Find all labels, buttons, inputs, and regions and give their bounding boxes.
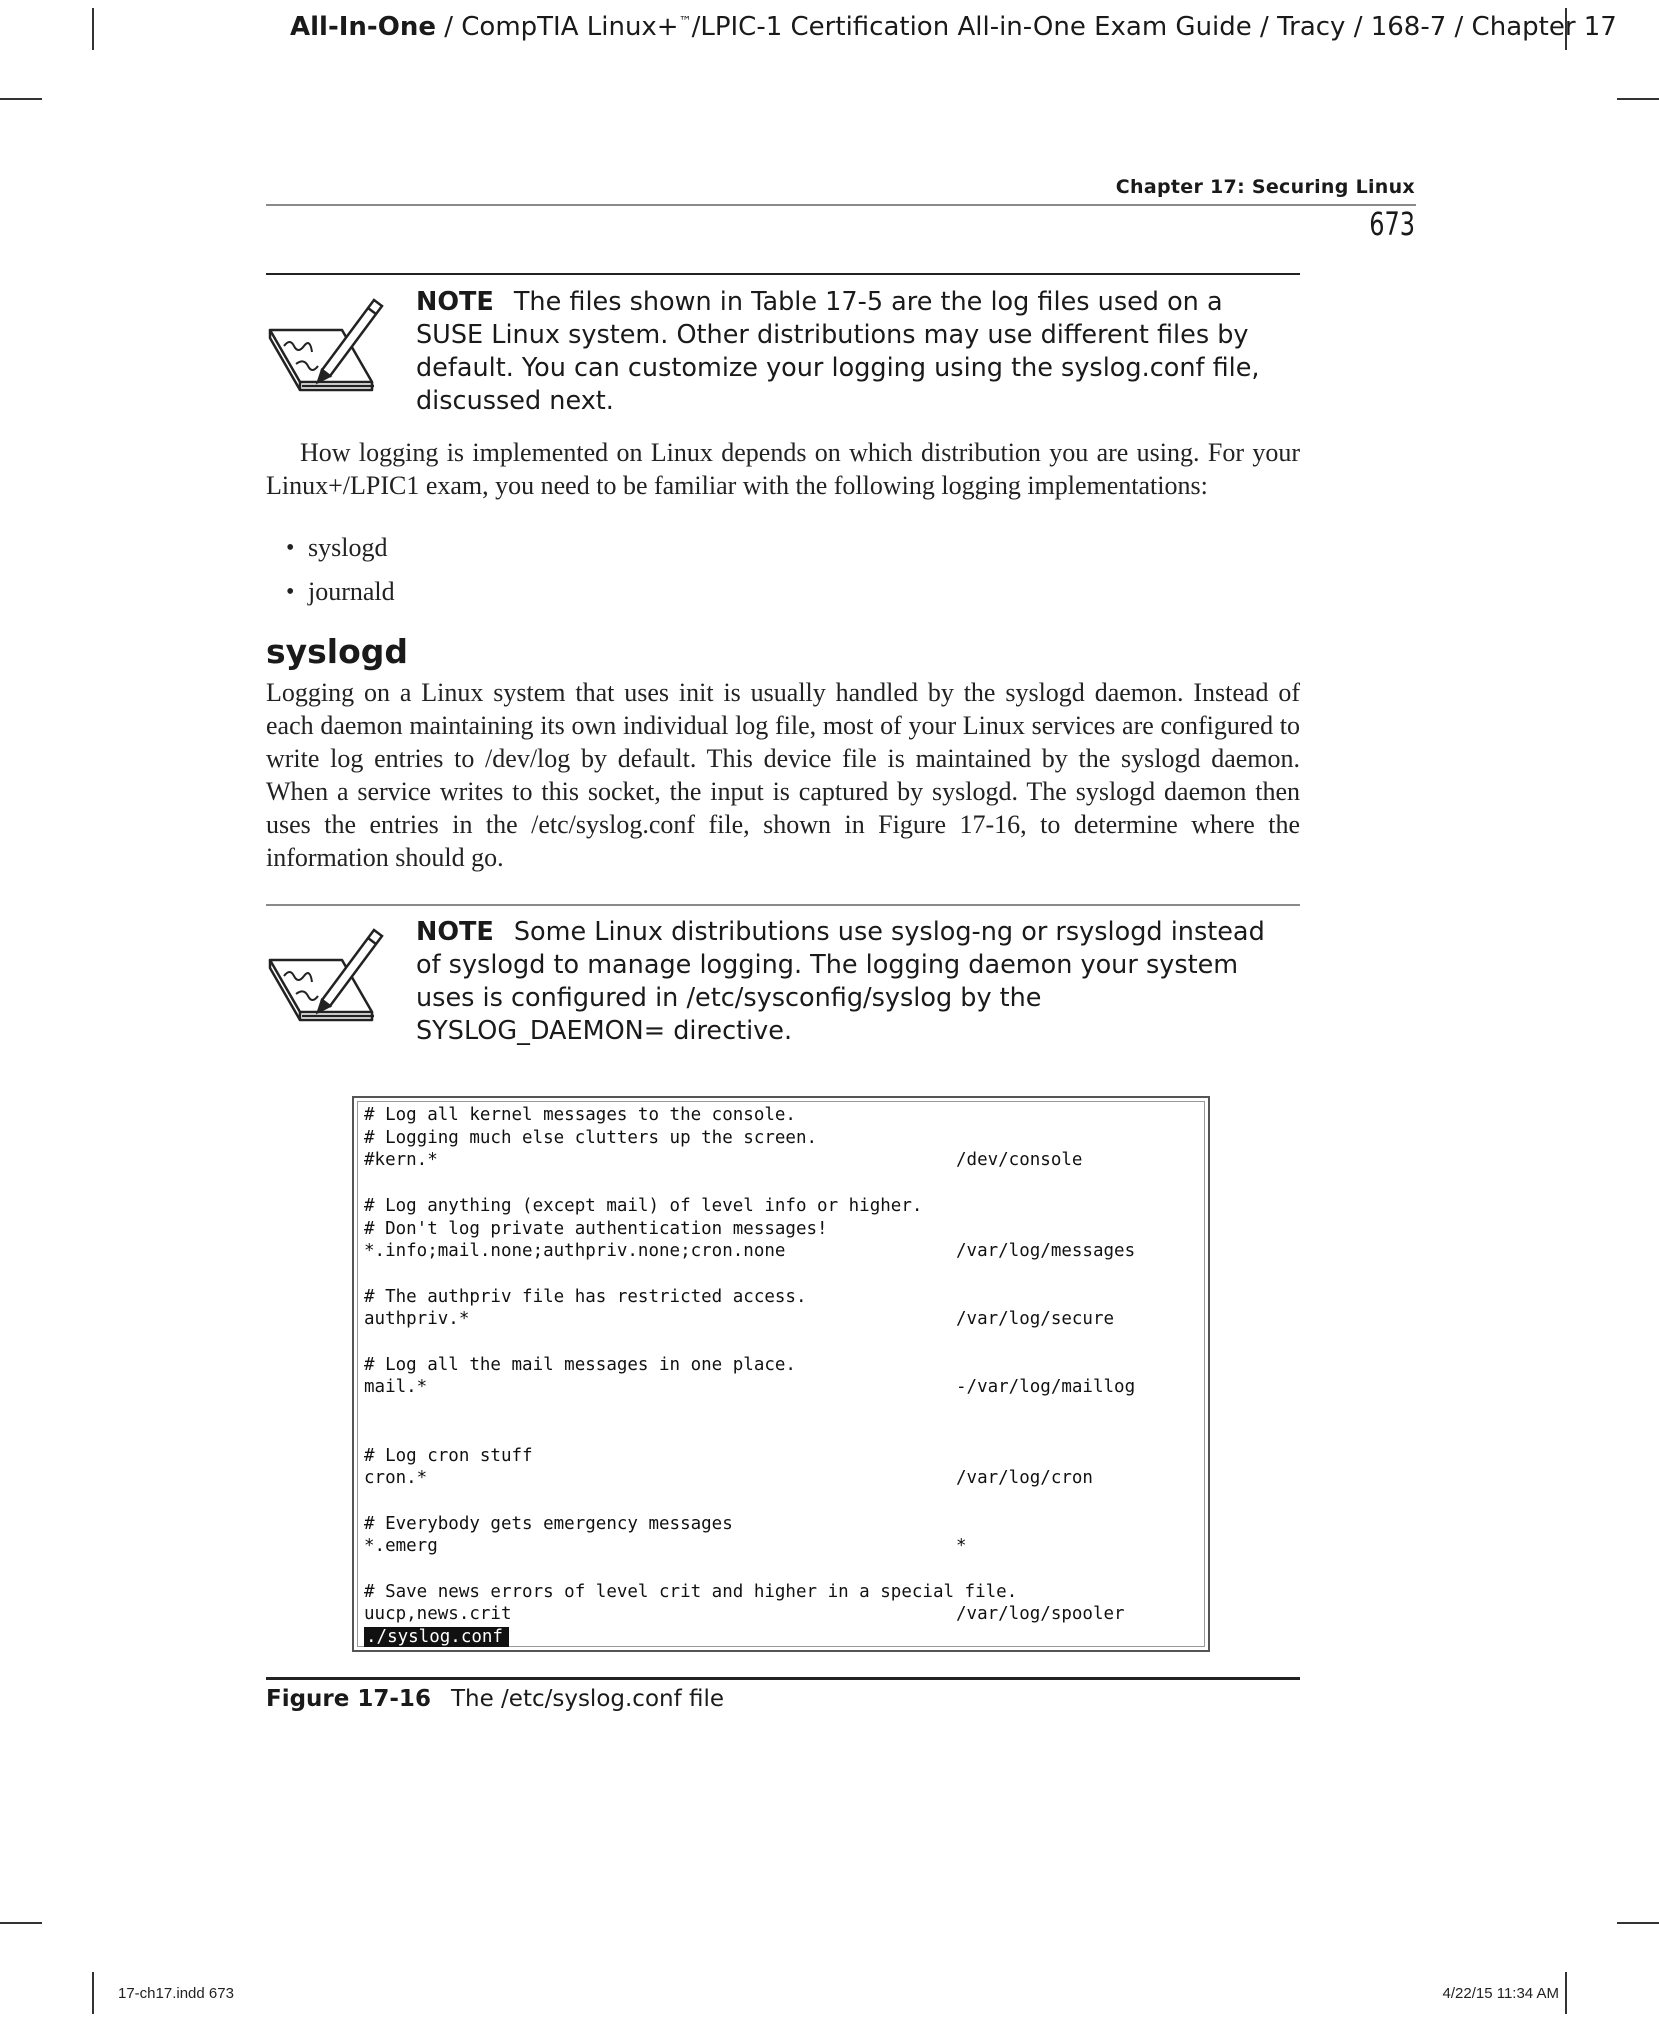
- config-destination: /var/log/spooler: [956, 1604, 1125, 1625]
- note-top-rule: [266, 904, 1300, 906]
- note-text: [416, 286, 1296, 418]
- list-item: • journald: [308, 570, 395, 614]
- terminal-line: [364, 1127, 817, 1149]
- config-selector: # Log cron stuff: [364, 1445, 533, 1466]
- slug-timestamp: 4/22/15 11:34 AM: [1442, 1985, 1559, 2002]
- terminal-line: [364, 1286, 807, 1308]
- crop-mark: [1617, 98, 1659, 100]
- note-label: NOTE: [416, 287, 494, 317]
- terminal-screenshot: [352, 1096, 1210, 1652]
- config-destination: /var/log/messages: [956, 1241, 1136, 1262]
- note-label: NOTE: [416, 917, 494, 947]
- header-rule: [266, 204, 1416, 206]
- crop-mark: [92, 1972, 94, 2014]
- section-heading: syslogd: [266, 632, 409, 671]
- crop-mark: [1617, 1922, 1659, 1924]
- note-text: [416, 916, 1296, 1048]
- config-selector: # Everybody gets emergency messages: [364, 1513, 733, 1534]
- crop-mark: [92, 8, 94, 50]
- trademark-symbol: ™: [678, 14, 692, 30]
- config-selector: authpriv.*: [364, 1309, 470, 1330]
- figure-caption-text: The /etc/syslog.conf file: [450, 1686, 725, 1712]
- chapter-label: Chapter 17: Securing Linux: [1115, 176, 1415, 198]
- running-header-details: /LPIC-1 Certification All-in-One Exam Guide / Tracy / 168-7 / Chapter 17: [691, 12, 1617, 42]
- running-header-series: All-In-One: [290, 12, 436, 42]
- terminal-line: [364, 1308, 1115, 1330]
- config-selector: mail.*: [364, 1377, 428, 1398]
- figure-caption: [266, 1686, 724, 1712]
- config-selector: # Save news errors of level crit and higher in a special file.: [364, 1581, 1018, 1602]
- terminal-line: [364, 1445, 533, 1467]
- config-destination: /dev/console: [956, 1150, 1083, 1171]
- terminal-line: [364, 1535, 967, 1557]
- config-selector: uucp,news.crit: [364, 1604, 512, 1625]
- config-destination: -/var/log/maillog: [956, 1377, 1136, 1398]
- note-pencil-icon: [262, 290, 386, 410]
- note-top-rule: [266, 273, 1300, 275]
- config-selector: # Logging much else clutters up the screen.: [364, 1127, 818, 1148]
- list-item: • syslogd: [308, 526, 395, 570]
- bullet-list: [308, 526, 395, 614]
- terminal-line: [364, 1581, 1017, 1603]
- intro-paragraph: How logging is implemented on Linux depends on which distribution you are using. For your Linux+/LPIC1 exam, you need to be familiar with the following logging implementations:: [266, 438, 1300, 500]
- config-destination: /var/log/cron: [956, 1468, 1093, 1489]
- terminal-line: [364, 1354, 796, 1376]
- figure-label: Figure 17-16: [266, 1686, 431, 1712]
- figure-rule: [266, 1677, 1300, 1680]
- crop-mark: [0, 98, 42, 100]
- config-destination: /var/log/secure: [956, 1309, 1115, 1330]
- note-pencil-icon: [262, 920, 386, 1040]
- running-header-title: / CompTIA Linux+: [435, 12, 679, 42]
- note-body: Some Linux distributions use syslog-ng or rsyslogd instead of syslogd to manage logging. The logging daemon your system uses is configured in /etc/sysconfig/syslog by the SYSLOG_DAEMON= directive.: [416, 917, 1265, 1046]
- note-body: The files shown in Table 17-5 are the log files used on a SUSE Linux system. Other distributions may use different files by default. You can customize your logging using the syslog.conf file, discussed next.: [416, 287, 1260, 416]
- section-paragraph: Logging on a Linux system that uses init is usually handled by the syslogd daemon. Instead of each daemon maintaining its own individual log file, most of your Linux services are configured to write log entries to /dev/log by default. This device file is maintained by the syslogd daemon. When a service writes to this socket, the input is captured by syslogd. The syslogd daemon then uses the entries in the /etc/syslog.conf file, shown in Figure 17-16, to determine where the information should go.: [266, 678, 1300, 872]
- terminal-prompt: ./syslog.conf: [364, 1627, 509, 1647]
- config-selector: # Log all the mail messages in one place.: [364, 1354, 796, 1375]
- terminal-line: [364, 1195, 922, 1217]
- config-selector: #kern.*: [364, 1150, 438, 1171]
- terminal-line: [364, 1467, 1093, 1489]
- terminal-line: [364, 1240, 1136, 1262]
- config-selector: *.info;mail.none;authpriv.none;cron.none: [364, 1241, 786, 1262]
- terminal-line: [364, 1218, 828, 1240]
- terminal-line: [364, 1603, 1125, 1625]
- page-number: 673: [1369, 205, 1415, 243]
- crop-mark: [1565, 1972, 1567, 2014]
- terminal-line: [364, 1149, 1083, 1171]
- config-destination: *: [956, 1536, 967, 1557]
- slug-file: 17-ch17.indd 673: [118, 1985, 234, 2002]
- terminal-prompt-line: [364, 1626, 509, 1648]
- terminal-line: [364, 1376, 1136, 1398]
- config-selector: # Log all kernel messages to the console.: [364, 1105, 796, 1125]
- config-selector: # Log anything (except mail) of level info or higher.: [364, 1195, 923, 1216]
- config-selector: *.emerg: [364, 1536, 438, 1557]
- config-selector: # Don't log private authentication messages!: [364, 1218, 828, 1239]
- terminal-line: [364, 1513, 733, 1535]
- config-selector: cron.*: [364, 1468, 428, 1489]
- config-selector: # The authpriv file has restricted access.: [364, 1286, 807, 1307]
- crop-mark: [0, 1922, 42, 1924]
- terminal-frame: [357, 1101, 1205, 1647]
- terminal-line: [364, 1104, 796, 1126]
- running-header: [290, 12, 1617, 42]
